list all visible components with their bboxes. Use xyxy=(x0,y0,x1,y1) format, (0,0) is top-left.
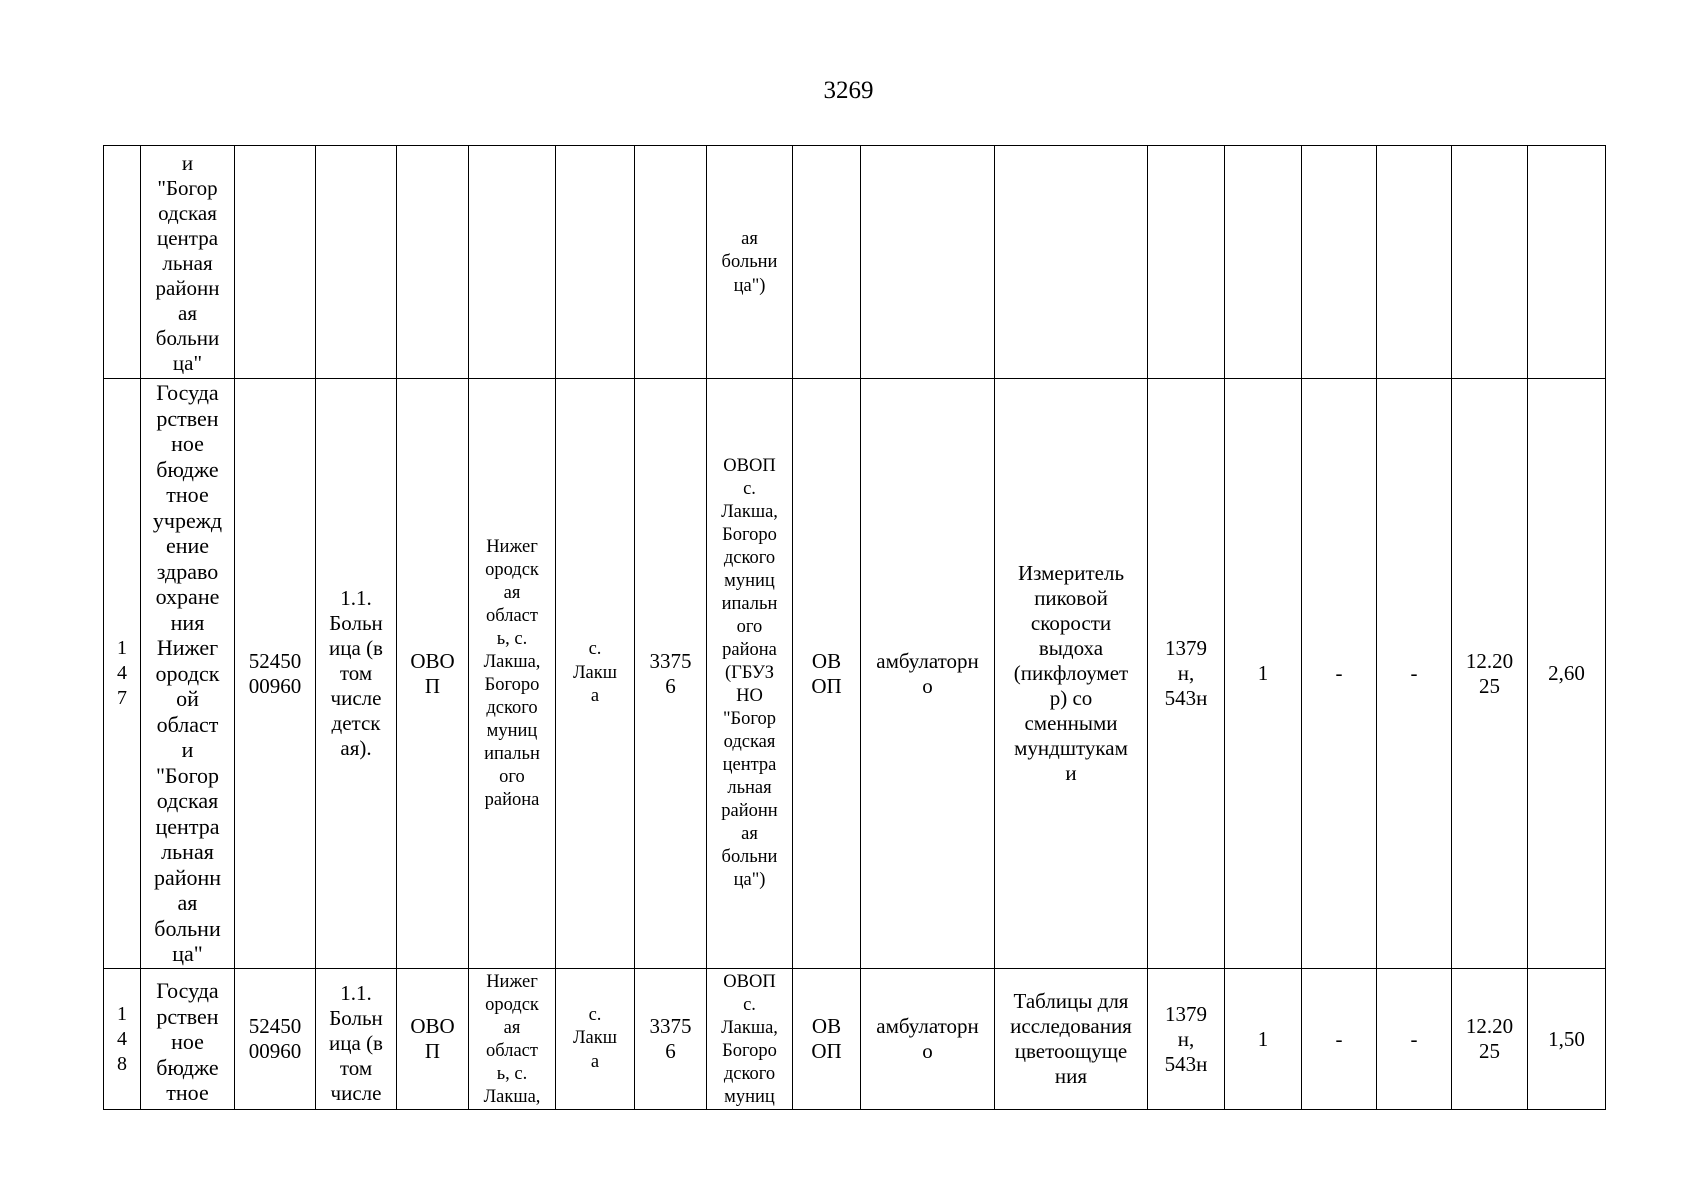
cell-care xyxy=(861,146,995,379)
cell-org: и "Богор одская центра льная районн ая больни ца" xyxy=(141,146,235,379)
cell-orders xyxy=(1148,146,1225,379)
cell-col15: - xyxy=(1302,379,1377,969)
cell-orders: 1379 н, 543н xyxy=(1148,969,1225,1110)
cell-qty: 1 xyxy=(1225,969,1302,1110)
cell-num xyxy=(104,146,141,379)
cell-num: 1 4 8 xyxy=(104,969,141,1110)
cell-postal: 3375 6 xyxy=(635,969,707,1110)
cell-date: 12.20 25 xyxy=(1452,969,1528,1110)
cell-unit-full: ая больни ца") xyxy=(707,146,793,379)
cell-unit-full: ОВОП с. Лакша, Богоро дского муниц xyxy=(707,969,793,1110)
cell-locality: с. Лакш а xyxy=(556,379,635,969)
cell-qty xyxy=(1225,146,1302,379)
cell-unit-short: ОВО П xyxy=(397,969,469,1110)
cell-unit-abbr: ОВ ОП xyxy=(793,969,861,1110)
cell-col16 xyxy=(1377,146,1452,379)
cell-unit-full: ОВОП с. Лакша, Богоро дского муниц ипальн ого района (ГБУЗ НО "Богор одская центра льная районн ая больни ца") xyxy=(707,379,793,969)
cell-org: Госуда рствен ное бюдже тное xyxy=(141,969,235,1110)
cell-type: 1.1. Больн ица (в том числе детск ая). xyxy=(316,379,397,969)
cell-care: амбулаторн о xyxy=(861,379,995,969)
cell-col16: - xyxy=(1377,379,1452,969)
cell-device: Таблицы для исследования цветоощуще ния xyxy=(995,969,1148,1110)
table-row-147 xyxy=(104,379,1606,969)
cell-address: Нижег ородск ая област ь, с. Лакша, xyxy=(469,969,556,1110)
cell-type: 1.1. Больн ица (в том числе xyxy=(316,969,397,1110)
cell-unit-short xyxy=(397,146,469,379)
cell-cost: 1,50 xyxy=(1528,969,1606,1110)
cell-device xyxy=(995,146,1148,379)
cell-device: Измеритель пиковой скорости выдоха (пикфлоумет р) со сменными мундштукам и xyxy=(995,379,1148,969)
equipment-table xyxy=(103,145,1606,1110)
cell-date xyxy=(1452,146,1528,379)
cell-postal xyxy=(635,146,707,379)
cell-cost: 2,60 xyxy=(1528,379,1606,969)
cell-postal: 3375 6 xyxy=(635,379,707,969)
cell-cost xyxy=(1528,146,1606,379)
cell-unit-abbr: ОВ ОП xyxy=(793,379,861,969)
cell-locality: с. Лакш а xyxy=(556,969,635,1110)
cell-locality xyxy=(556,146,635,379)
cell-code: 52450 00960 xyxy=(235,969,316,1110)
cell-code xyxy=(235,146,316,379)
cell-orders: 1379 н, 543н xyxy=(1148,379,1225,969)
cell-address: Нижег ородск ая област ь, с. Лакша, Богоро дского муниц ипальн ого района xyxy=(469,379,556,969)
cell-address xyxy=(469,146,556,379)
cell-qty: 1 xyxy=(1225,379,1302,969)
cell-org: Госуда рствен ное бюдже тное учрежд ение здраво охране ния Нижег ородск ой област и "Богор одская центра льная районн ая больни ца" xyxy=(141,379,235,969)
cell-date: 12.20 25 xyxy=(1452,379,1528,969)
cell-col16: - xyxy=(1377,969,1452,1110)
table-row-continuation xyxy=(104,146,1606,379)
cell-col15 xyxy=(1302,146,1377,379)
page-number: 3269 xyxy=(823,77,874,104)
cell-type xyxy=(316,146,397,379)
cell-unit-abbr xyxy=(793,146,861,379)
cell-unit-short: ОВО П xyxy=(397,379,469,969)
table-row-148 xyxy=(104,969,1606,1110)
cell-num: 1 4 7 xyxy=(104,379,141,969)
cell-code: 52450 00960 xyxy=(235,379,316,969)
cell-care: амбулаторн о xyxy=(861,969,995,1110)
cell-col15: - xyxy=(1302,969,1377,1110)
